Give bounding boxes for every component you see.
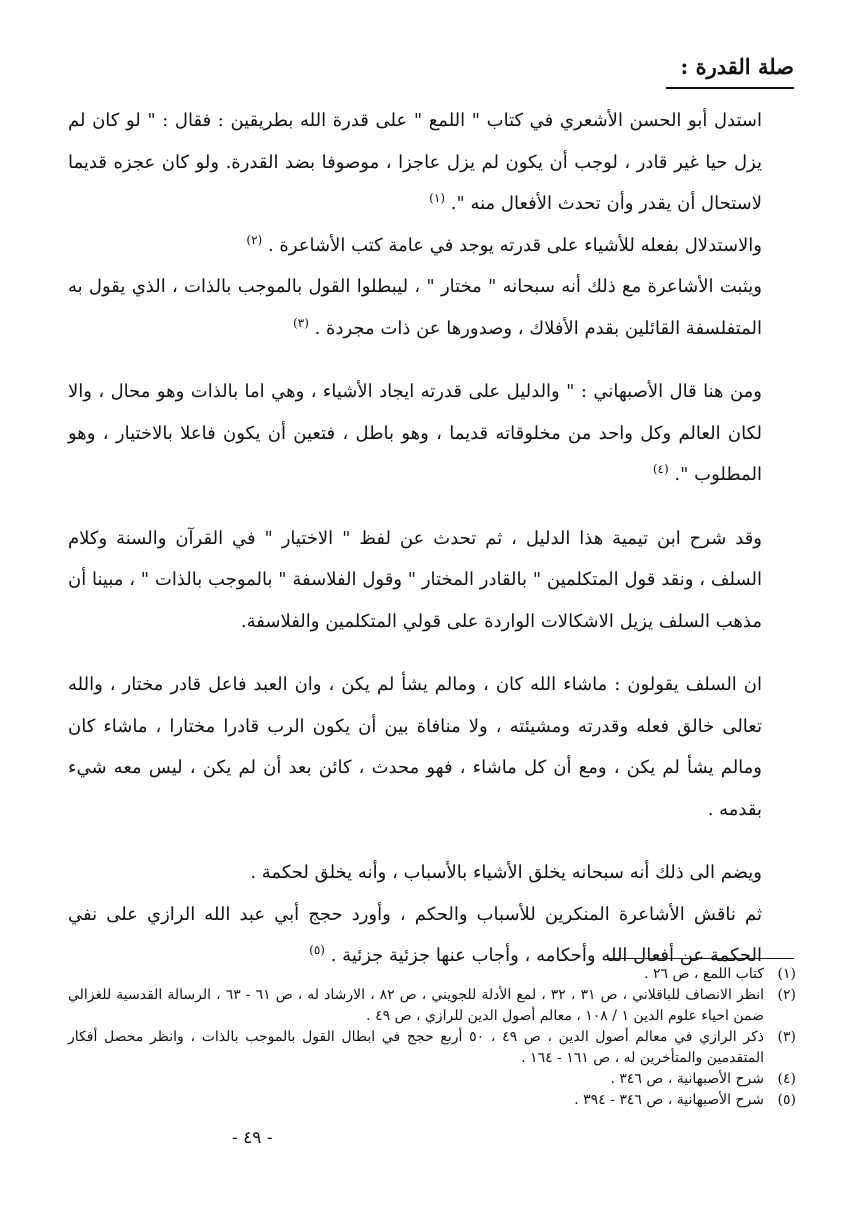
paragraph-6: [68, 664, 798, 830]
footnote-ref-3: (٣): [293, 315, 309, 330]
footnote-number: (١): [777, 966, 796, 982]
footnote-1: [68, 964, 796, 985]
paragraph-text: وقد شرح ابن تيمية هذا الدليل ، ثم تحدث عن لفظ " الاختيار " في القرآن والسنة وكلام السلف ، ونقد قول المتكلمين " بالقادر المختار " وقول الفلاسفة " بالموجب بالذات " ، مبينا أن مذهب السلف يزيل الاشكالات الواردة على قولي المتكلمين والفلاسفة.: [68, 527, 762, 632]
footnote-ref-5: (٥): [309, 943, 325, 957]
footnote-5: [68, 1090, 796, 1111]
paragraph-text: ومن هنا قال الأصبهاني : " والدليل على قدرته ايجاد الأشياء ، وهي اما بالذات وهو محال ، والا لكان العالم وكل واحد من مخلوقاته قديما ، وهو باطل ، فتعين أن يكون فاعلا بالاختيار ، وهو المطلوب ".: [68, 381, 762, 485]
footnote-text: انظر الانصاف للباقلاني ، ص ٣١ ، ٣٢ ، لمع الأدلة للجويني ، ص ٨٢ ، الارشاد له ، ص ٦١ - ٦٣ ، الرسالة القدسية للغزالي ضمن احياء علوم الدين ١ / ١٠٨ ، معالم أصول الدين للرازي ، ص ٤٩ .: [68, 987, 764, 1024]
paragraph-text: ثم ناقش الأشاعرة المنكرين للأسباب والحكم ، وأورد حجج أبي عبد الله الرازي على نفي الحكمة عن أفعال الله وأحكامه ، وأجاب عنها جزئية جزئية .: [68, 903, 762, 966]
footnote-separator: [608, 958, 794, 959]
paragraph-text: استدل أبو الحسن الأشعري في كتاب " اللمع " على قدرة الله بطريقين : فقال : " لو كان لم يزل حيا غير قادر ، لوجب أن يكون لم يزل عاجزا ، موصوفا بضد القدرة. ولو كان عجزه قديما لاستحال أن يقدر وأن تحدث الأفعال منه ".: [68, 110, 762, 214]
paragraph-text: ويثبت الأشاعرة مع ذلك أنه سبحانه " مختار " ، ليبطلوا القول بالموجب بالذات ، الذي يقول به المتفلسفة القائلين بقدم الأفلاك ، وصدورها عن ذات مجردة .: [68, 276, 762, 339]
paragraph-text: ويضم الى ذلك أنه سبحانه يخلق الأشياء بالأسباب ، وأنه يخلق لحكمة .: [250, 862, 762, 883]
paragraph-4: [68, 371, 798, 496]
body-text: [68, 100, 798, 977]
footnote-3: [68, 1027, 796, 1069]
footnotes: [68, 964, 796, 1111]
footnote-text: كتاب اللمع ، ص ٢٦ .: [644, 966, 764, 982]
heading-underline: [666, 87, 794, 89]
footnote-text: شرح الأصبهانية ، ص ٣٤٦ - ٣٩٤ .: [574, 1092, 764, 1108]
footnote-4: [68, 1069, 796, 1090]
paragraph-text: والاستدلال بفعله للأشياء على قدرته يوجد في عامة كتب الأشاعرة .: [267, 234, 762, 256]
footnote-ref-4: (٤): [652, 462, 669, 476]
paragraph-2: [68, 225, 798, 267]
footnote-ref-2: (٢): [246, 232, 263, 247]
footnote-2: [68, 985, 796, 1027]
footnote-text: شرح الأصبهانية ، ص ٣٤٦ .: [610, 1071, 764, 1087]
footnote-text: ذكر الرازي في معالم أصول الدين ، ص ٤٩ ، ٥٠ أربع حجج في ابطال القول بالموجب بالذات ، وانظر محصل أفكار المتقدمين والمتأخرين له ، ص ١٦١ - ١٦٤ .: [68, 1029, 764, 1066]
paragraph-1: [68, 100, 798, 225]
paragraph-3: [68, 266, 798, 349]
footnote-number: (٤): [777, 1071, 796, 1087]
footnote-number: (٣): [777, 1029, 796, 1045]
paragraph-5: [68, 518, 798, 643]
footnote-number: (٥): [777, 1092, 796, 1108]
section-heading: صلة القدرة :: [680, 54, 794, 79]
footnote-ref-1: (١): [429, 191, 445, 205]
footnote-number: (٢): [777, 987, 796, 1003]
paragraph-7: [68, 852, 798, 894]
paragraph-text: ان السلف يقولون : ماشاء الله كان ، ومالم يشأ لم يكن ، وان العبد فاعل قادر مختار ، والله تعالى خالق فعله وقدرته ومشيئته ، ولا منافاة بين أن يكون الرب قادرا مختارا ، ماشاء كان ومالم يشأ لم يكن ، ومع أن كل ماشاء ، فهو محدث ، كائن بعد أن لم يكن ، ليس معه شيء بقدمه .: [68, 674, 762, 820]
page-number: - ٤٩ -: [232, 1128, 273, 1148]
